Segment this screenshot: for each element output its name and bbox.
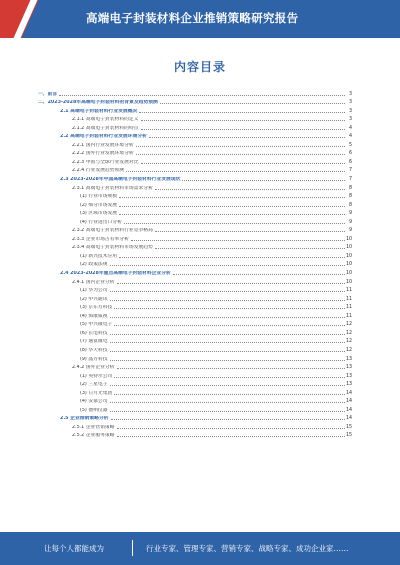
toc-dot-leader [119, 197, 345, 198]
report-title: 高端电子封装材料企业推销策略研究报告 [86, 11, 299, 25]
toc-entry-label: 2.4 2023-2028年重点高端电子封装材料企业分析 [60, 271, 171, 277]
toc-entry-page: 3 [348, 91, 352, 97]
toc-entry-page: 13 [346, 382, 353, 388]
toc-dot-leader [119, 206, 345, 207]
toc-entry-label: (1) 行业市场规模 [80, 194, 118, 200]
toc-entry-page: 11 [346, 296, 353, 302]
toc-entry[interactable] [0, 285, 400, 294]
toc-entry-page: 10 [346, 262, 353, 268]
toc-entry[interactable] [0, 310, 400, 319]
toc-entry-label: 一、前言 [38, 91, 58, 97]
toc-entry[interactable] [0, 327, 400, 336]
toc-entry-label: 2.5.2 企业服务策略 [72, 433, 115, 439]
toc-entry[interactable] [0, 379, 400, 388]
toc-entry-page: 14 [346, 407, 353, 413]
toc-entry-label: 2.1 高端电子封装材料行业发展概况 [60, 108, 138, 114]
toc-dot-leader [110, 351, 345, 352]
toc-entry[interactable] [0, 105, 400, 114]
toc-entry[interactable] [0, 191, 400, 200]
toc-entry-label: 二、2023-2028年高端电子封装材料的背景及趋势预测 [38, 100, 158, 106]
toc-entry[interactable] [0, 148, 400, 157]
toc-dot-leader [110, 291, 345, 292]
toc-entry[interactable] [0, 413, 400, 422]
toc-entry-page: 4 [348, 134, 352, 140]
toc-dot-leader [111, 419, 345, 420]
toc-dot-leader [117, 368, 345, 369]
toc-entry-label: 2.1.1 高端电子封装材料的定义 [72, 117, 139, 123]
toc-entry-label: (1) 华为公司 [80, 288, 108, 294]
footer-slogan-right: 行业专家、管理专家、营销专家、战略专家、成功企业家…… [146, 544, 349, 553]
toc-entry[interactable] [0, 302, 400, 311]
toc-dot-leader [114, 325, 345, 326]
toc-entry-page: 11 [346, 305, 353, 311]
toc-entry[interactable] [0, 114, 400, 123]
toc-entry[interactable] [0, 404, 400, 413]
toc-entry[interactable] [0, 344, 400, 353]
toc-entry-page: 9 [348, 219, 352, 225]
toc-entry-page: 4 [348, 125, 352, 131]
toc-entry[interactable] [0, 276, 400, 285]
toc-entry-page: 13 [346, 356, 353, 362]
toc-dot-leader [119, 257, 345, 258]
toc-dot-leader [160, 103, 345, 104]
toc-dot-leader [155, 189, 345, 190]
toc-entry[interactable] [0, 421, 400, 430]
toc-entry-label: 2.3.4 高端电子封装材料市场发展趋势 [72, 245, 153, 251]
toc-entry-label: 2.3.3 企业市场占有率分析 [72, 236, 129, 242]
toc-entry-page: 12 [346, 347, 353, 353]
toc-entry-page: 10 [346, 253, 353, 259]
toc-entry[interactable] [0, 336, 400, 345]
toc-entry[interactable] [0, 293, 400, 302]
toc-entry[interactable] [0, 131, 400, 140]
toc-dot-leader [131, 240, 345, 241]
toc-entry-page: 9 [348, 211, 352, 217]
toc-entry-page: 12 [346, 330, 353, 336]
toc-dot-leader [110, 402, 345, 403]
toc-entry-label: (7) 通富微电 [80, 339, 108, 345]
toc-entry-label: 2.3.2 高端电子封装材料行业竞争格局 [72, 228, 153, 234]
toc-entry[interactable] [0, 122, 400, 131]
toc-dot-leader [141, 129, 346, 130]
toc-dot-leader [149, 137, 345, 138]
toc-dot-leader [110, 265, 345, 266]
toc-entry[interactable] [0, 233, 400, 242]
toc-dot-leader [110, 317, 345, 318]
toc-entry-page: 3 [348, 108, 352, 114]
toc-entry-page: 9 [348, 228, 352, 234]
toc-entry-page: 10 [346, 279, 353, 285]
toc-dot-leader [139, 112, 345, 113]
toc-entry[interactable] [0, 208, 400, 217]
toc-dot-leader [182, 180, 345, 181]
toc-dot-leader [141, 120, 346, 121]
toc-dot-leader [110, 342, 345, 343]
footer-slogan-left: 让每个人都能成为 [44, 544, 104, 553]
toc-entry-label: 2.3.1 高端电子封装材料市场需求分析 [72, 185, 153, 191]
toc-dot-leader [141, 163, 346, 164]
toc-dot-leader [126, 171, 345, 172]
toc-entry-label: (4) 安靠公司 [80, 399, 108, 405]
toc-entry-page: 5 [348, 142, 352, 148]
toc-heading: 内容目录 [173, 60, 226, 74]
toc-entry[interactable] [0, 97, 400, 106]
toc-entry-label: 2.2.4 行业发展趋势预测 [72, 168, 125, 174]
toc-entry[interactable] [0, 216, 400, 225]
toc-entry-page: 6 [348, 151, 352, 157]
toc-entry-page: 11 [346, 313, 353, 319]
toc-entry-page: 3 [348, 117, 352, 123]
toc-dot-leader [110, 360, 345, 361]
toc-entry-label: 2.2 高端电子封装材料行业发展环境分析 [60, 134, 147, 140]
toc-entry-page: 12 [346, 339, 353, 345]
toc-dot-leader [59, 95, 345, 96]
toc-entry[interactable] [0, 353, 400, 362]
toc-entry-label: (5) 德州仪器 [80, 407, 108, 413]
toc-entry-page: 10 [346, 271, 353, 277]
toc-dot-leader [114, 394, 345, 395]
toc-entry[interactable] [0, 139, 400, 148]
toc-entry[interactable] [0, 396, 400, 405]
page-header [0, 0, 400, 38]
toc-dot-leader [119, 214, 345, 215]
toc-entry-label: 2.4.1 国内企业分析 [72, 279, 115, 285]
toc-entry[interactable] [0, 182, 400, 191]
toc-entry-page: 10 [346, 245, 353, 251]
toc-entry-page: 12 [346, 322, 353, 328]
toc-entry-page: 14 [346, 416, 353, 422]
toc-entry-label: (3) 日月光集团 [80, 390, 113, 396]
toc-entry[interactable] [0, 430, 400, 439]
toc-entry-label: 2.4.2 国外企业分析 [72, 365, 115, 371]
toc-entry-page: 14 [346, 390, 353, 396]
toc-entry-label: (5) 中兴微电子 [80, 322, 113, 328]
toc-entry[interactable] [0, 156, 400, 165]
toc-dot-leader [117, 428, 345, 429]
toc-dot-leader [110, 385, 345, 386]
toc-dot-leader [124, 223, 345, 224]
toc-dot-leader [114, 377, 345, 378]
toc-entry[interactable] [0, 387, 400, 396]
page-footer [0, 532, 400, 565]
toc-entry[interactable] [0, 259, 400, 268]
toc-dot-leader [110, 300, 345, 301]
toc-dot-leader [117, 436, 345, 437]
toc-entry-page: 13 [346, 373, 353, 379]
toc-entry-page: 11 [346, 288, 353, 294]
toc-dot-leader [173, 274, 345, 275]
toc-entry-page: 10 [346, 236, 353, 242]
toc-entry-label: (4) 行业进出口分析 [80, 219, 122, 225]
toc-entry[interactable] [0, 165, 400, 174]
toc-entry-label: (2) 中兴通讯 [80, 296, 108, 302]
toc-entry-page: 15 [346, 433, 353, 439]
toc-dot-leader [136, 154, 345, 155]
toc-entry[interactable] [0, 242, 400, 251]
toc-dot-leader [117, 283, 345, 284]
toc-dot-leader [114, 308, 345, 309]
toc-entry-label: 2.1.2 高端电子封装材料的特点 [72, 125, 139, 131]
toc-entry-label: (3) 区域市场发展 [80, 211, 118, 217]
table-of-contents [0, 88, 400, 438]
toc-entry-label: 2.3 2023-2028年中国高端电子封装材料行业发展现状 [60, 177, 181, 183]
toc-entry-page: 15 [346, 424, 353, 430]
toc-entry[interactable] [0, 267, 400, 276]
toc-entry-label: (2) 政策法规 [80, 262, 108, 268]
toc-entry[interactable] [0, 250, 400, 259]
toc-entry-label: (3) 京东方科技 [80, 305, 113, 311]
toc-dot-leader [155, 231, 345, 232]
footer-divider [132, 540, 133, 556]
toc-entry[interactable] [0, 88, 400, 97]
toc-entry-page: 8 [348, 202, 352, 208]
toc-entry-label: 2.2.1 国内行业发展环境分析 [72, 142, 134, 148]
toc-dot-leader [110, 334, 345, 335]
toc-entry-page: 8 [348, 185, 352, 191]
toc-entry-label: 2.5.1 企业营销策略 [72, 424, 115, 430]
toc-entry-label: 2.2.3 中国与全球行业发展对比 [72, 159, 139, 165]
toc-entry[interactable] [0, 319, 400, 328]
toc-dot-leader [155, 248, 345, 249]
toc-entry-page: 3 [348, 100, 352, 106]
toc-entry[interactable] [0, 199, 400, 208]
toc-entry-label: (6) 长电科技 [80, 330, 108, 336]
toc-entry-label: (2) 细分市场发展 [80, 202, 118, 208]
toc-dot-leader [110, 411, 345, 412]
toc-entry-label: (9) 晶方科技 [80, 356, 108, 362]
toc-entry-label: 2.5 企业推销策略分析 [60, 416, 109, 422]
toc-entry-page: 14 [346, 399, 353, 405]
toc-dot-leader [136, 146, 345, 147]
toc-entry-page: 7 [348, 168, 352, 174]
toc-entry-page: 13 [346, 365, 353, 371]
toc-entry[interactable] [0, 370, 400, 379]
toc-entry[interactable] [0, 225, 400, 234]
toc-entry-page: 6 [348, 159, 352, 165]
toc-entry-page: 8 [348, 194, 352, 200]
toc-entry-label: (2) 三星电子 [80, 382, 108, 388]
toc-entry-label: 2.2.2 国外行业发展环境分析 [72, 151, 134, 157]
toc-entry-label: (8) 华天科技 [80, 347, 108, 353]
toc-entry-label: (4) 海康威视 [80, 313, 108, 319]
toc-entry[interactable] [0, 362, 400, 371]
toc-entry-page: 7 [348, 177, 352, 183]
toc-entry-label: (1) 新兴技术应用 [80, 253, 118, 259]
toc-entry-label: (1) 英特尔公司 [80, 373, 113, 379]
toc-entry[interactable] [0, 173, 400, 182]
